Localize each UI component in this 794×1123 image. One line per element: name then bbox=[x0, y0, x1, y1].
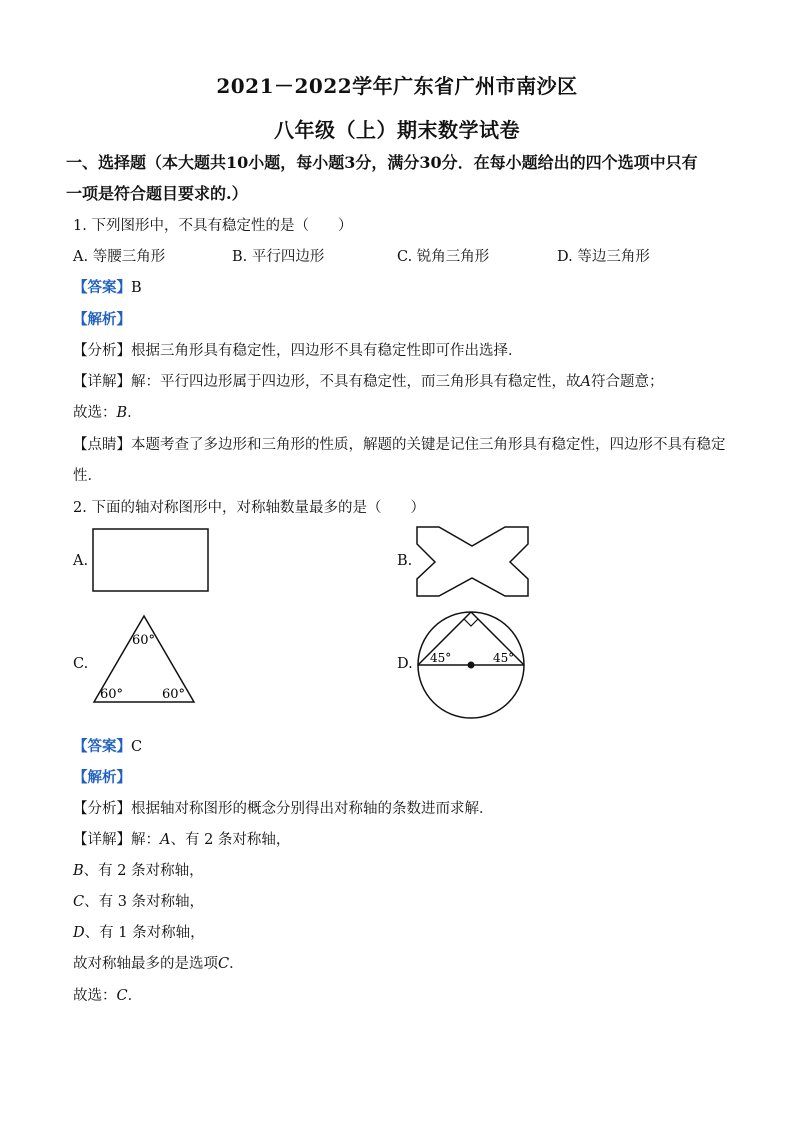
q1-detail bbox=[73, 370, 663, 391]
q1-stem: 1. 下列图形中，不具有稳定性的是（ ） bbox=[73, 218, 353, 234]
exam-subtitle: 八年级（上）期末数学试卷 bbox=[274, 118, 520, 142]
triangle-angle-left: 60° bbox=[100, 687, 124, 702]
q1-option-c: C. 锐角三角形 bbox=[397, 249, 490, 265]
q2-stem: 2. 下面的轴对称图形中，对称轴数量最多的是（ ） bbox=[73, 500, 425, 516]
q2-detail-line-c bbox=[73, 890, 204, 911]
q2-detail-var-c: C bbox=[73, 894, 85, 910]
q2-choose-label: 故选： bbox=[73, 988, 117, 1004]
q2-detail-text-b: 、有 2 条对称轴， bbox=[83, 863, 204, 879]
q2-option-d-label: D. bbox=[397, 656, 413, 672]
q2-fenxi-text: 根据轴对称图形的概念分别得出对称轴的条数进而求解． bbox=[131, 801, 494, 817]
q2-conclusion-var: C bbox=[218, 956, 230, 972]
circle-angle-left: 45° bbox=[430, 651, 452, 665]
q1-option-a: A. 等腰三角形 bbox=[73, 249, 166, 265]
q2-conclusion bbox=[73, 952, 244, 973]
detail-tag: 【详解】 bbox=[73, 374, 131, 390]
q2-detail-text-c: 、有 3 条对称轴， bbox=[84, 894, 205, 910]
q1-answer bbox=[73, 276, 142, 297]
rectangle-figure bbox=[90, 526, 212, 594]
q1-dianjing-cont: 性． bbox=[73, 468, 102, 484]
q2-choose-end: ． bbox=[127, 988, 143, 1004]
q1-answer-value: B bbox=[131, 280, 142, 296]
q1-choose-var: B bbox=[116, 405, 128, 421]
circle-center-point bbox=[468, 662, 475, 669]
q1-fenxi-text: 根据三角形具有稳定性，四边形不具有稳定性即可作出选择． bbox=[131, 343, 523, 359]
q2-detail-line-d bbox=[73, 921, 205, 942]
q1-choose-label: 故选： bbox=[73, 405, 117, 421]
q2-answer bbox=[73, 735, 142, 756]
q2-choose-var: C bbox=[116, 988, 128, 1004]
q1-analysis bbox=[73, 308, 131, 329]
equilateral-triangle-figure bbox=[90, 612, 200, 706]
fenxi-tag: 【分析】 bbox=[73, 343, 131, 359]
analysis-tag: 【解析】 bbox=[73, 769, 131, 786]
q2-fenxi bbox=[73, 797, 494, 818]
q2-detail-prefix: 解： bbox=[131, 832, 160, 848]
q1-detail-text: 解：平行四边形属于四边形，不具有稳定性，而三角形具有稳定性，故 bbox=[131, 374, 581, 390]
q2-answer-value: C bbox=[131, 739, 143, 755]
q2-conclusion-text: 故对称轴最多的是选项 bbox=[73, 956, 218, 972]
q2-detail-var-d: D bbox=[73, 925, 85, 941]
q1-option-d: D. 等边三角形 bbox=[557, 249, 650, 265]
q2-detail-line-a bbox=[73, 828, 290, 849]
answer-tag: 【答案】 bbox=[73, 279, 131, 296]
exam-title: 2021－2022学年广东省广州市南沙区 bbox=[216, 74, 578, 98]
section-header-line1: 一、选择题（本大题共10小题，每小题3分，满分30分．在每小题给出的四个选项中只有 bbox=[66, 153, 698, 172]
detail-tag: 【详解】 bbox=[73, 832, 131, 848]
q2-detail-var-b: B bbox=[73, 863, 84, 879]
dianjing-tag: 【点睛】 bbox=[73, 437, 131, 453]
q1-choose-end: ． bbox=[127, 405, 142, 421]
q2-detail-line-b bbox=[73, 859, 204, 880]
triangle-angle-right: 60° bbox=[162, 687, 186, 702]
q1-detail-var: A bbox=[580, 374, 591, 390]
q2-option-a-label: A. bbox=[73, 553, 89, 569]
section-header-line2: 一项是符合题目要求的.） bbox=[66, 184, 248, 203]
q1-dianjing-text: 本题考查了多边形和三角形的性质，解题的关键是记住三角形具有稳定性，四边形不具有稳定 bbox=[131, 437, 726, 453]
triangle-angle-top: 60° bbox=[132, 633, 156, 648]
q1-fenxi bbox=[73, 339, 523, 360]
q2-detail-text-a: 、有 2 条对称轴， bbox=[170, 832, 291, 848]
q2-option-b-label: B. bbox=[397, 553, 413, 569]
q2-choose bbox=[73, 984, 142, 1005]
q2-detail-var-a: A bbox=[160, 832, 171, 848]
x-shape-figure bbox=[414, 524, 532, 600]
q1-option-b: B. 平行四边形 bbox=[232, 249, 325, 265]
q1-choose bbox=[73, 401, 142, 422]
answer-tag: 【答案】 bbox=[73, 738, 131, 755]
q2-option-c-label: C. bbox=[73, 656, 89, 672]
q1-dianjing bbox=[73, 433, 726, 454]
q1-detail-text-end: 符合题意； bbox=[590, 374, 664, 390]
right-angle-mark bbox=[464, 619, 478, 626]
q2-detail-text-d: 、有 1 条对称轴， bbox=[84, 925, 205, 941]
fenxi-tag: 【分析】 bbox=[73, 801, 131, 817]
circle-angle-right: 45° bbox=[493, 651, 515, 665]
q2-analysis bbox=[73, 766, 131, 787]
analysis-tag: 【解析】 bbox=[73, 311, 131, 328]
q2-conclusion-end: ． bbox=[229, 956, 244, 972]
circle-figure bbox=[414, 604, 530, 722]
